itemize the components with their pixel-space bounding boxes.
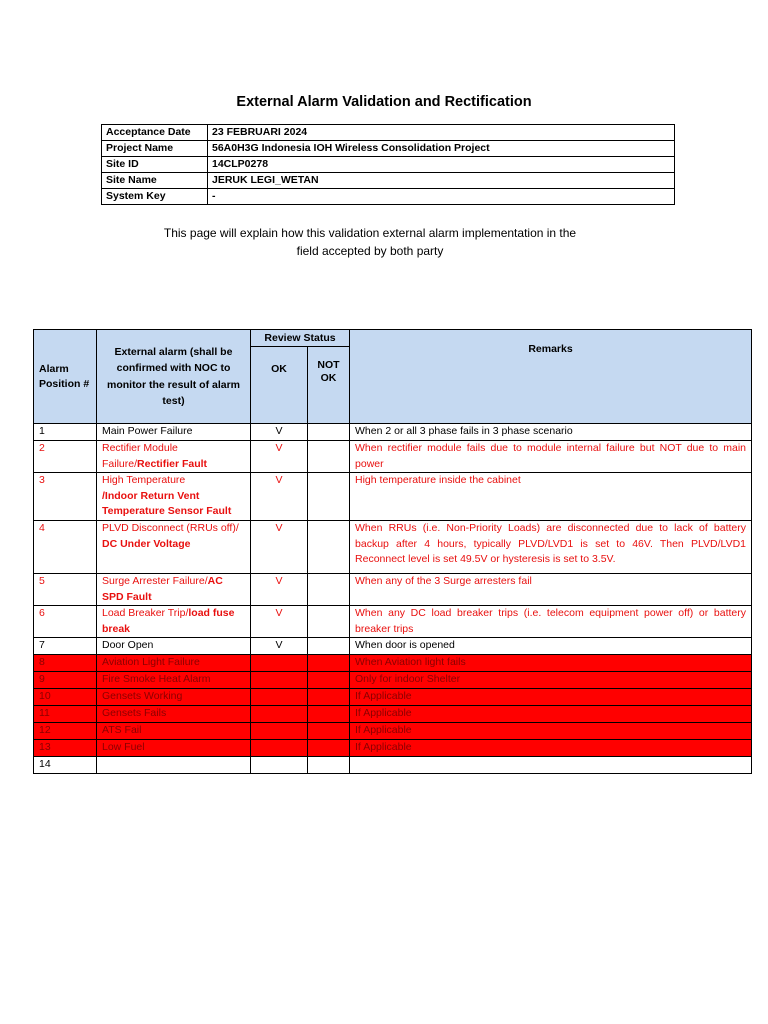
remarks-cell: If Applicable	[350, 740, 752, 757]
table-row	[34, 706, 752, 723]
info-row	[102, 125, 675, 141]
alarm-table-body	[34, 424, 752, 774]
ok-cell	[251, 757, 308, 774]
info-label: Site ID	[102, 157, 208, 173]
ok-cell	[251, 740, 308, 757]
ok-cell	[251, 723, 308, 740]
alarm-name: Rectifier Module Failure/	[102, 442, 178, 470]
alarm-position-cell: 14	[34, 757, 97, 774]
ok-cell: V	[251, 606, 308, 638]
table-row	[34, 638, 752, 655]
ok-cell	[251, 706, 308, 723]
table-row	[34, 424, 752, 441]
ok-cell	[251, 672, 308, 689]
remarks-cell: Only for indoor Shelter	[350, 672, 752, 689]
not-ok-cell	[308, 655, 350, 672]
ok-cell: V	[251, 473, 308, 521]
table-row	[34, 689, 752, 706]
alarm-name-cell	[97, 574, 251, 606]
alarm-name-cell	[97, 655, 251, 672]
site-info-table	[101, 124, 675, 205]
alarm-name-cell	[97, 706, 251, 723]
alarm-name-cell	[97, 606, 251, 638]
header-remarks: Remarks	[350, 330, 752, 424]
info-value: 14CLP0278	[208, 157, 675, 173]
info-value: -	[208, 189, 675, 205]
info-label: Site Name	[102, 173, 208, 189]
not-ok-cell	[308, 473, 350, 521]
not-ok-cell	[308, 706, 350, 723]
alarm-position-cell: 10	[34, 689, 97, 706]
alarm-position-cell: 7	[34, 638, 97, 655]
alarm-name-bold: Rectifier Fault	[137, 457, 208, 470]
remarks-cell: When 2 or all 3 phase fails in 3 phase scenario	[350, 424, 752, 441]
not-ok-cell	[308, 424, 350, 441]
alarm-name-cell	[97, 757, 251, 774]
ok-cell: V	[251, 638, 308, 655]
intro-paragraph: This page will explain how this validation external alarm implementation in the field accepted by both party	[163, 226, 577, 258]
alarm-position-cell: 12	[34, 723, 97, 740]
alarm-name: High Temperature	[102, 474, 186, 486]
info-row	[102, 157, 675, 173]
info-label: Acceptance Date	[102, 125, 208, 141]
not-ok-cell	[308, 757, 350, 774]
info-row	[102, 141, 675, 157]
ok-cell: V	[251, 521, 308, 574]
alarm-position-cell: 6	[34, 606, 97, 638]
alarm-position-cell: 13	[34, 740, 97, 757]
alarm-name-cell	[97, 638, 251, 655]
ok-cell	[251, 655, 308, 672]
alarm-table	[33, 329, 752, 774]
not-ok-cell	[308, 606, 350, 638]
info-row	[102, 173, 675, 189]
alarm-name: Low Fuel	[102, 741, 145, 753]
table-row	[34, 521, 752, 574]
alarm-position-cell: 8	[34, 655, 97, 672]
header-ok: OK	[251, 347, 308, 424]
ok-cell: V	[251, 424, 308, 441]
table-row	[34, 740, 752, 757]
not-ok-cell	[308, 574, 350, 606]
alarm-name-cell	[97, 473, 251, 521]
info-label: System Key	[102, 189, 208, 205]
table-row	[34, 441, 752, 473]
alarm-name-bold-2: Temperature Sensor Fault	[102, 505, 232, 517]
table-header-row	[34, 330, 752, 347]
table-row	[34, 574, 752, 606]
table-row	[34, 723, 752, 740]
alarm-name-bold: AC SPD Fault	[102, 575, 223, 603]
alarm-name-bold: load fuse break	[102, 607, 235, 635]
alarm-position-cell: 4	[34, 521, 97, 574]
ok-cell	[251, 689, 308, 706]
alarm-name-bold: DC Under Voltage	[102, 537, 191, 550]
alarm-position-cell: 5	[34, 574, 97, 606]
info-label: Project Name	[102, 141, 208, 157]
alarm-name: Aviation Light Failure	[102, 656, 200, 668]
ok-cell: V	[251, 574, 308, 606]
alarm-position-cell: 2	[34, 441, 97, 473]
remarks-cell: When any DC load breaker trips (i.e. telecom equipment power off) or battery breaker trips	[350, 606, 752, 638]
alarm-position-cell: 11	[34, 706, 97, 723]
header-alarm-position: Alarm Position #	[34, 330, 97, 424]
not-ok-cell	[308, 672, 350, 689]
alarm-name-cell	[97, 740, 251, 757]
not-ok-cell	[308, 723, 350, 740]
remarks-cell: If Applicable	[350, 689, 752, 706]
alarm-name-cell	[97, 424, 251, 441]
alarm-name-cell	[97, 689, 251, 706]
remarks-cell: When Aviation light fails	[350, 655, 752, 672]
alarm-name: Surge Arrester Failure/	[102, 575, 208, 587]
alarm-name: Door Open	[102, 639, 154, 651]
not-ok-cell	[308, 441, 350, 473]
info-row	[102, 189, 675, 205]
alarm-position-cell: 3	[34, 473, 97, 521]
table-row	[34, 672, 752, 689]
alarm-name: Gensets Fails	[102, 707, 167, 719]
remarks-cell: High temperature inside the cabinet	[350, 473, 752, 521]
alarm-name-cell	[97, 672, 251, 689]
info-value: 23 FEBRUARI 2024	[208, 125, 675, 141]
remarks-cell: When door is opened	[350, 638, 752, 655]
info-value: JERUK LEGI_WETAN	[208, 173, 675, 189]
header-review-status: Review Status	[251, 330, 350, 347]
alarm-name: Gensets Working	[102, 690, 183, 702]
remarks-cell: If Applicable	[350, 723, 752, 740]
table-row	[34, 606, 752, 638]
alarm-name-bold: /Indoor Return Vent	[102, 489, 200, 502]
not-ok-cell	[308, 740, 350, 757]
alarm-name: Fire Smoke Heat Alarm	[102, 673, 211, 685]
alarm-name-cell	[97, 723, 251, 740]
not-ok-cell	[308, 638, 350, 655]
not-ok-cell	[308, 521, 350, 574]
alarm-position-cell: 9	[34, 672, 97, 689]
remarks-cell	[350, 757, 752, 774]
remarks-cell: When any of the 3 Surge arresters fail	[350, 574, 752, 606]
table-row	[34, 473, 752, 521]
header-not-ok: NOT OK	[308, 347, 350, 424]
document-title: External Alarm Validation and Rectification	[236, 94, 532, 110]
alarm-name-cell	[97, 441, 251, 473]
table-row	[34, 655, 752, 672]
alarm-name: Main Power Failure	[102, 425, 193, 437]
remarks-cell: When rectifier module fails due to module internal failure but NOT due to main power	[350, 441, 752, 473]
alarm-name: PLVD Disconnect (RRUs off)/	[102, 522, 239, 534]
alarm-name: ATS Fail	[102, 724, 142, 736]
alarm-name: Load Breaker Trip/	[102, 607, 189, 619]
ok-cell: V	[251, 441, 308, 473]
not-ok-cell	[308, 689, 350, 706]
remarks-cell: If Applicable	[350, 706, 752, 723]
alarm-name-cell	[97, 521, 251, 574]
header-external-alarm: External alarm (shall be confirmed with NOC to monitor the result of alarm test)	[97, 330, 251, 424]
alarm-position-cell: 1	[34, 424, 97, 441]
info-value: 56A0H3G Indonesia IOH Wireless Consolidation Project	[208, 141, 675, 157]
remarks-cell: When RRUs (i.e. Non-Priority Loads) are disconnected due to lack of battery backup after 4 hours, typically PLVD/LVD1 is set to 46V. Then PLVD/LVD1 Reconnect level is set 49.5V or hysteresis is set to 3.5V.	[350, 521, 752, 574]
table-row	[34, 757, 752, 774]
